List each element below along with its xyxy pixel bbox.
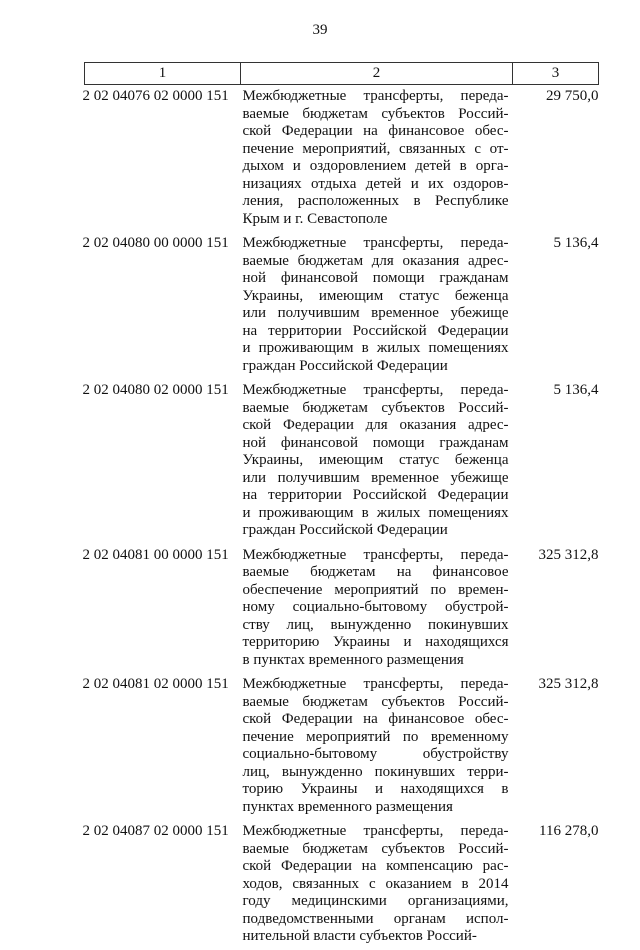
budget-item-name-line: ской Федерации на финансовое обес- (242, 123, 509, 139)
budget-item-name-line: ной финансовой помощи гражданам (242, 270, 509, 286)
budget-item-name-line: подведомственными органам испол- (242, 910, 509, 927)
budget-amount: 5 136,4 (553, 382, 599, 398)
budget-item-name-line: году медицинскими организациями, (242, 893, 509, 909)
budget-item-name-line: Крым и г. Севастополе (242, 210, 388, 227)
budget-item-name-line: ваемые бюджетам субъектов Россий- (242, 105, 509, 122)
budget-item-name-line: Украины, имеющим статус беженца (242, 452, 509, 468)
budget-item-name-line: Межбюджетные трансферты, переда- (242, 823, 509, 839)
budget-item-name-line: Межбюджетные трансферты, переда- (242, 382, 509, 398)
budget-item-name-line: ной финансовой помощи гражданам (242, 434, 509, 451)
budget-code (82, 232, 241, 379)
budget-item-name-line: или получившим временное убежище (242, 469, 509, 486)
budget-item-name-line: печение мероприятий по временному (242, 728, 509, 745)
budget-code-text: 2 02 04080 00 0000 151 (82, 235, 229, 251)
budget-item-name-line: ваемые бюджетам субъектов Россий- (242, 399, 509, 416)
budget-item-name-line: ваемые бюджетам для оказания адрес- (242, 252, 509, 269)
budget-code (82, 820, 241, 950)
table-row (85, 544, 599, 674)
table-row (85, 232, 599, 379)
budget-item-name-line: ской Федерации на финансовое обес- (242, 711, 509, 727)
budget-item-name-line: ваемые бюджетам субъектов Россий- (242, 840, 509, 857)
budget-item-name-line: нительной власти субъектов Россий- (242, 928, 477, 944)
budget-item-name-line: пунктах временного размещения (242, 798, 453, 815)
budget-item-name-line: обеспечение мероприятий по времен- (242, 581, 509, 598)
budget-item-name (241, 544, 513, 674)
budget-item-name-line: ходов, связанных с оказанием в 2014 (242, 875, 509, 892)
budget-item-name (241, 673, 513, 820)
budget-item-name-line: Межбюджетные трансферты, переда- (242, 546, 509, 563)
budget-item-name-line: ления, расположенных в Республике (242, 193, 509, 209)
budget-item-name-line: социально-бытовому обустройству (242, 746, 509, 762)
budget-amount: 325 312,8 (538, 676, 599, 692)
budget-code-text: 2 02 04081 00 0000 151 (82, 546, 229, 563)
budget-item-name-line: граждан Российской Федерации (242, 522, 448, 538)
budget-item-name-line: ваемые бюджетам на финансовое (242, 564, 509, 580)
budget-code (82, 379, 241, 544)
budget-item-name-line: Межбюджетные трансферты, переда- (242, 676, 509, 692)
budget-item-name-line: ской Федерации на компенсацию рас- (242, 858, 509, 874)
budget-amount: 5 136,4 (553, 235, 599, 251)
budget-code (82, 673, 241, 820)
budget-item-name-line: Межбюджетные трансферты, переда- (242, 235, 509, 251)
budget-amount: 325 312,8 (538, 546, 599, 563)
budget-code-text: 2 02 04076 02 0000 151 (82, 88, 229, 104)
budget-item-name-line: ской Федерации для оказания адрес- (242, 417, 509, 433)
budget-item-name-line: ному социально-бытовому обустрой- (242, 599, 509, 615)
budget-item-name (241, 85, 513, 233)
page-number: 39 (312, 22, 328, 38)
header-column-3: 3 (513, 63, 599, 85)
header-column-2: 2 (241, 63, 513, 85)
budget-code-text: 2 02 04080 02 0000 151 (82, 382, 229, 398)
table-row (85, 820, 599, 950)
budget-item-name-line: ству лиц, вынужденно покинувших (242, 616, 509, 633)
budget-item-name-line: на территории Российской Федерации (242, 487, 509, 503)
budget-item-name-line: территорию Украины и находящихся (242, 634, 509, 650)
budget-item-name-line: в пунктах временного размещения (242, 651, 464, 668)
budget-item-name-line: Украины, имеющим статус беженца (242, 287, 509, 304)
budget-code-text: 2 02 04081 02 0000 151 (82, 676, 229, 692)
budget-item-name-line: ваемые бюджетам субъектов Россий- (242, 693, 509, 710)
table-row (85, 85, 599, 233)
budget-code-text: 2 02 04087 02 0000 151 (82, 823, 229, 839)
budget-item-name-line: низациях отдыха детей и их оздоров- (242, 175, 509, 192)
budget-item-name-line: и проживающим в жилых помещениях (242, 340, 509, 356)
budget-item-name-line: лиц, вынужденно покинувших терри- (242, 763, 509, 780)
table-row (85, 379, 599, 544)
budget-item-name (241, 232, 513, 379)
budget-amount: 29 750,0 (546, 88, 599, 104)
budget-item-name-line: торию Украины и находящихся в (242, 781, 509, 797)
budget-amount: 116 278,0 (539, 823, 599, 839)
budget-item-name-line: граждан Российской Федерации (242, 357, 448, 374)
budget-item-name-line: Межбюджетные трансферты, переда- (242, 88, 509, 104)
budget-item-name (241, 820, 513, 950)
budget-code (82, 544, 241, 674)
budget-item-name-line: дыхом и оздоровлением детей в орга- (242, 158, 509, 174)
table-body (82, 85, 599, 950)
budget-item-name-line: или получившим временное убежище (242, 305, 509, 321)
budget-item-name-line: печение мероприятий, связанных с от- (242, 140, 509, 157)
budget-table (84, 62, 599, 950)
budget-item-name (241, 379, 513, 544)
table-header (85, 63, 599, 85)
budget-code (82, 85, 241, 233)
table-row (85, 673, 599, 820)
budget-item-name-line: и проживающим в жилых помещениях (242, 504, 509, 521)
header-column-1: 1 (85, 63, 241, 85)
budget-item-name-line: на территории Российской Федерации (242, 322, 509, 339)
